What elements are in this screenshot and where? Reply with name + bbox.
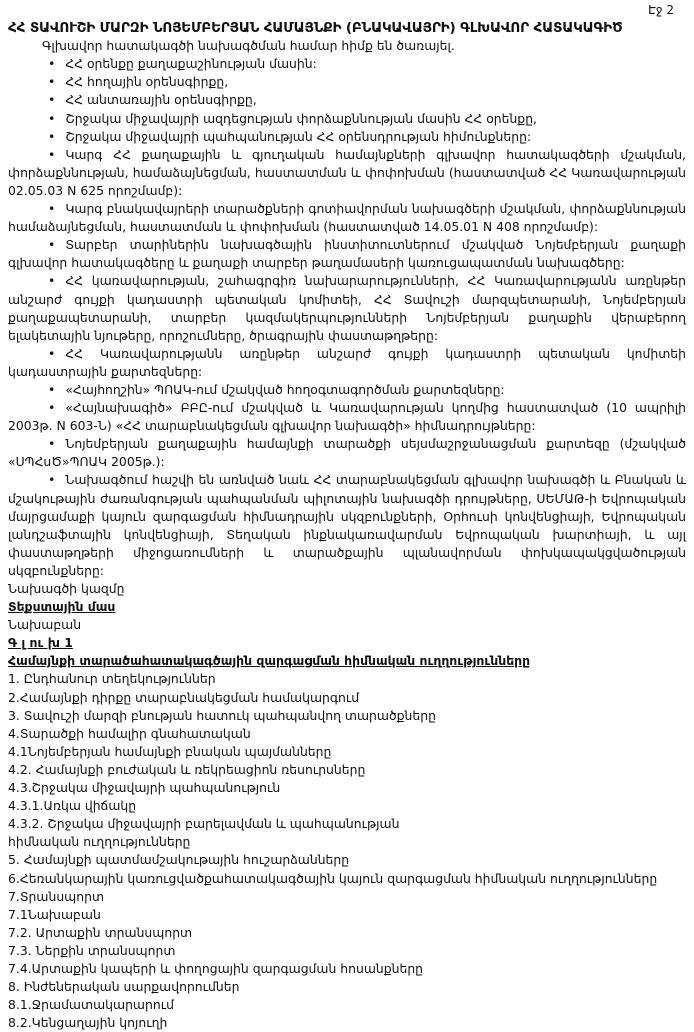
bullet-item [8,236,686,272]
toc-line: 3. Տավուշի մարզի բնության հատուկ պահպանվող տարածքները [8,707,436,723]
bullet-item [8,146,686,200]
toc-line: հիմնական ուղղությունները [8,834,191,850]
toc-line: 7.4.Արտաքին կապերի և փողոցային զարգացման հոսանքները [8,960,424,976]
bullet-icon: • [48,201,56,217]
bullet-text: ՀՀ հողային օրենսգիրքը, [65,74,229,90]
bullet-item [8,73,686,91]
toc-line: 4.Տարածքի համալիր գնահատական [8,725,251,741]
bullet-item [8,381,686,399]
bullet-text: Շրջակա միջավայրի ազդեցության փորձաքննության մասին ՀՀ օրենքը, [65,110,537,126]
bullet-text: Կարգ բնակավայրերի տարածքների գոտիավորման նախագծերի մշակման, փորձաքննության համաձայնեցման, հաստատման և փոփոխման (հաստատված 14.05.01 N 408 որոշմամբ): [8,201,686,235]
toc-line: 5. Համայնքի պատմամշակութային հուշարձանները [8,852,350,868]
preface-label: Նախաբան [8,617,82,633]
toc-line: 4.3.2. Շրջակա միջավայրի բարելավման և պահպանության [8,816,400,832]
bullet-icon: • [48,237,56,253]
chapter-heading: Գ լ ու խ 1 [8,635,73,651]
bullet-item [8,55,686,73]
bullet-icon: • [48,74,56,90]
bullet-icon: • [48,436,56,452]
bullet-icon: • [48,273,56,289]
text-part-heading: Տեքստային մաս [8,599,116,615]
toc-line: 4.1Նոյեմբերյան համայնքի բնական պայմանները [8,743,332,759]
toc-line: 8.2.Կենցաղային կոյուղի [8,1015,168,1031]
chapter-title: Համայնքի տարածահատակագծային զարգացման հիմնական ուղղությունները [8,653,531,669]
bullet-item [8,128,686,146]
bullet-text: Կարգ ՀՀ քաղաքային և գյուղական համայնքների գլխավոր հատակագծերի մշակման, փորձաքննության, համաձայնեցման, հաստատման և փոփոխման (հաստատված ՀՀ Կառավարության 02.05.03 N 625 որոշմամբ): [8,146,686,198]
document-title: ՀՀ ՏԱՎՈՒՇԻ ՄԱՐԶԻ ՆՈՅԵՄԲԵՐՅԱՆ ՀԱՄԱՅՆՔԻ (ԲՆԱԿԱՎԱՅՐԻ) ԳԼԽԱՎՈՐ ՀԱՏԱԿԱԳԻԾ [8,20,623,37]
bullet-icon: • [48,110,56,126]
bullet-icon: • [48,345,56,361]
toc-line: 7.1Նախաբան [8,906,101,922]
bullet-text: ՀՀ կառավարության, շահագրգիռ նախարարությունների, ՀՀ Կառավարությանն առընթեր անշարժ գույքի կադաստրի պետական կոմիտեի, ՀՀ Տավուշի մարզպետարանի, Նոյեմբերյան քաղաքապետարանի, տարբեր կազմակերպությունների Նոյեմբերյան քաղաքին վերաբերող ելակետային նյութերը, որոշումները, ծրագրային փաստաթղթերը: [8,273,686,343]
toc-line: 8. Ինժեներական սարքավորումներ [8,979,240,995]
bullet-icon: • [48,146,56,162]
toc-line: 8.1.Ջրամատակարարում [8,997,174,1013]
bullet-text: «Հայնախագիծ» ԲԲԸ-ում մշակված և Կառավարության կողմից հաստատված (10 ապրիլի 2003թ. N 603-Ն) «ՀՀ տարաբնակեցման գլխավոր նախագծի» հիմնադրույթները: [8,400,686,434]
bullet-item [8,110,686,128]
bullet-item [8,399,686,435]
toc-line: 4.2. Համայնքի բուժական և ռեկրեացիոն ռեսուրսները [8,761,366,777]
bullet-text: Նոյեմբերյան քաղաքային համայնքի տարածքի սեյսմաշրջանացման քարտեզը (մշակված «ՍՊՀսԾ»ՊՈԱԿ 2005թ.): [8,436,686,470]
toc-line: 7.Տրանսպորտ [8,888,105,904]
bullet-icon: • [48,381,56,397]
bullet-text: Շրջակա միջավայրի պահպանության ՀՀ օրենսդրության հիմունքները: [65,128,532,144]
toc-line: 7.3. Ներքին տրանսպորտ [8,942,176,958]
bullet-icon: • [48,472,56,488]
toc-line: 6.Հեռանկարային կառուցվածքահատակագծային կայուն զարգացման հիմնական ուղղությունները [8,870,658,886]
table-of-contents [8,670,686,1032]
bullet-icon: • [48,400,56,416]
bullet-icon: • [48,128,56,144]
bullet-text: Տարբեր տարիներին նախագծային ինստիտուտներում մշակված Նոյեմբերյան քաղաքի գլխավոր հատակագծերը և քաղաքի տարբեր թաղամասերի կառուցապատման նախագծերը: [8,237,686,271]
composition-label: Նախագծի կազմը [8,581,125,596]
bullet-text: ՀՀ օրենքը քաղաքաշինության մասին: [65,56,317,72]
bullet-icon: • [48,56,56,72]
intro-line: Գլխավոր հատակագծի նախագծման համար հիմք են ծառայել. [42,38,455,54]
bullet-item [8,200,686,236]
toc-line: 2.Համայնքի դիրքը տարաբնակեցման համակարգում [8,689,360,705]
page-number: Էջ 2 [648,3,674,17]
bullet-item [8,471,686,580]
bullet-text: ՀՀ Կառավարությանն առընթեր անշարժ գույքի կադաստրի պետական կոմիտեի կադաստրային քարտեզները: [8,345,686,379]
bullet-text: «Հայհողշին» ՊՈԱԿ-ում մշակված հողօգտագործման քարտեզները: [65,381,505,397]
toc-line: 7.2. Արտաքին տրանսպորտ [8,924,193,940]
bullet-text: ՀՀ անտառային օրենսգիրքը, [65,92,257,108]
toc-line: 4.3.1.Առկա վիճակը [8,798,137,814]
toc-line: 4.3.Շրջակա միջավայրի պահպանություն [8,780,281,796]
bullet-item [8,435,686,471]
bullet-text: Նախագծում հաշվի են առնված նաև ՀՀ տարաբնակեցման գլխավոր նախագծի և Բնական և մշակութային ժառանգության պահպանման պիլոտային նախագծի դրույթները, ՍԵՄԱԹ-ի Եվրոպական մայրցամաքի կայուն զարգացման հիմնադրային սկզբունքների, Օրհուսի կոնվենցիայի, Եվրոպական լանդշաֆտային կոնվենցիայի, Տեղական ինքնակառավարման Եվրոպական խարտիայի, և այլ փաստաթղթերի միջոցառումների և տարածքային պլանավորման փոխկապակցվածության սկզբունքները: [8,472,686,578]
bullet-item [8,272,686,344]
bullet-item [8,345,686,381]
bullet-item [8,91,686,109]
bullet-icon: • [48,92,56,108]
toc-line: 1. Ընդհանուր տեղեկություններ [8,671,216,687]
